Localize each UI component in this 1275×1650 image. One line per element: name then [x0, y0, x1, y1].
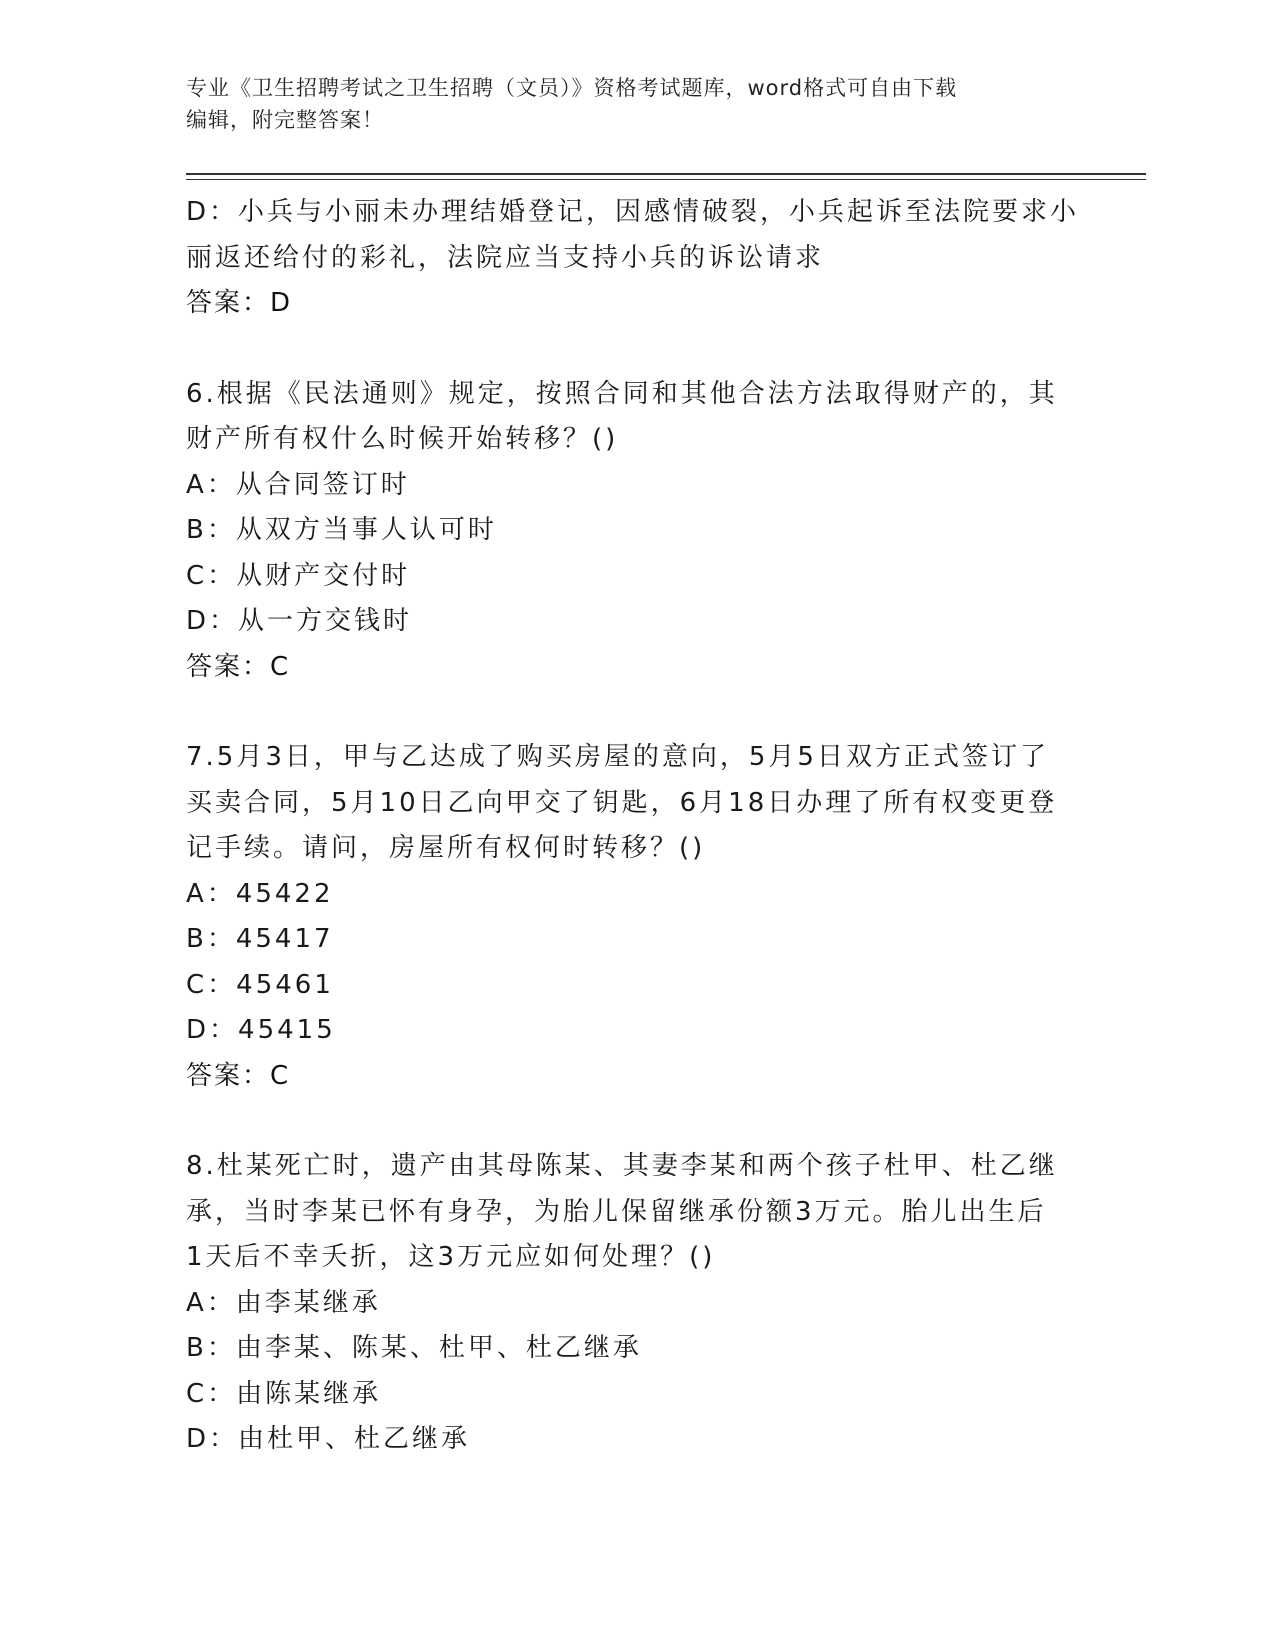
question-stem-continued: 承，当时李某已怀有身孕，为胎儿保留继承份额3万元。胎儿出生后: [186, 1196, 1047, 1227]
header-line-2: 编辑，附完整答案！: [186, 108, 384, 132]
option-d: D：从一方交钱时: [186, 606, 413, 636]
question-stem: 8.杜某死亡时，遗产由其母陈某、其妻李某和两个孩子杜甲、杜乙继: [186, 1151, 1058, 1181]
question-stem: 6.根据《民法通则》规定，按照合同和其他合法方法取得财产的，其: [186, 378, 1058, 409]
page-header: [186, 72, 1086, 136]
option-a: A：从合同签订时: [186, 469, 410, 500]
question-stem: 7.5月3日，甲与乙达成了购买房屋的意向，5月5日双方正式签订了: [186, 742, 1049, 772]
question-8: [186, 1144, 1086, 1463]
option-d-continued: 丽返还给付的彩礼，法院应当支持小兵的诉讼请求: [186, 242, 825, 273]
question-6: [186, 372, 1086, 691]
question-stem-continued: 1天后不幸夭折，这3万元应如何处理？(): [186, 1242, 716, 1272]
answer-label: 答案：C: [186, 1060, 291, 1091]
option-c: C：由陈某继承: [186, 1378, 382, 1409]
spacer: [186, 327, 1086, 372]
question-7: [186, 735, 1086, 1099]
document-body: [186, 190, 1086, 1463]
option-d: D：45415: [186, 1015, 336, 1045]
option-a: A：45422: [186, 878, 334, 909]
answer-label: 答案：C: [186, 651, 291, 682]
question-5-tail: [186, 190, 1086, 327]
option-d: D：小兵与小丽未办理结婚登记，因感情破裂，小兵起诉至法院要求小: [186, 197, 1080, 227]
option-c: C：从财产交付时: [186, 560, 411, 591]
option-c: C：45461: [186, 969, 334, 1000]
option-d: D：由杜甲、杜乙继承: [186, 1424, 471, 1454]
question-stem-continued: 记手续。请问，房屋所有权何时转移？(): [186, 833, 706, 863]
spacer: [186, 690, 1086, 735]
option-b: B：从双方当事人认可时: [186, 515, 497, 545]
spacer: [186, 1099, 1086, 1144]
option-b: B：由李某、陈某、杜甲、杜乙继承: [186, 1333, 642, 1363]
header-divider-thin: [186, 179, 1146, 180]
answer-label: 答案：D: [186, 288, 293, 318]
option-b: B：45417: [186, 924, 334, 954]
question-stem-continued: 财产所有权什么时候开始转移？(): [186, 424, 619, 454]
question-stem-continued: 买卖合同，5月10日乙向甲交了钥匙，6月18日办理了所有权变更登: [186, 787, 1058, 818]
option-a: A：由李某继承: [186, 1287, 381, 1318]
header-divider-thick: [186, 173, 1146, 175]
header-line-1: 专业《卫生招聘考试之卫生招聘（文员）》资格考试题库，word格式可自由下载: [186, 76, 958, 100]
